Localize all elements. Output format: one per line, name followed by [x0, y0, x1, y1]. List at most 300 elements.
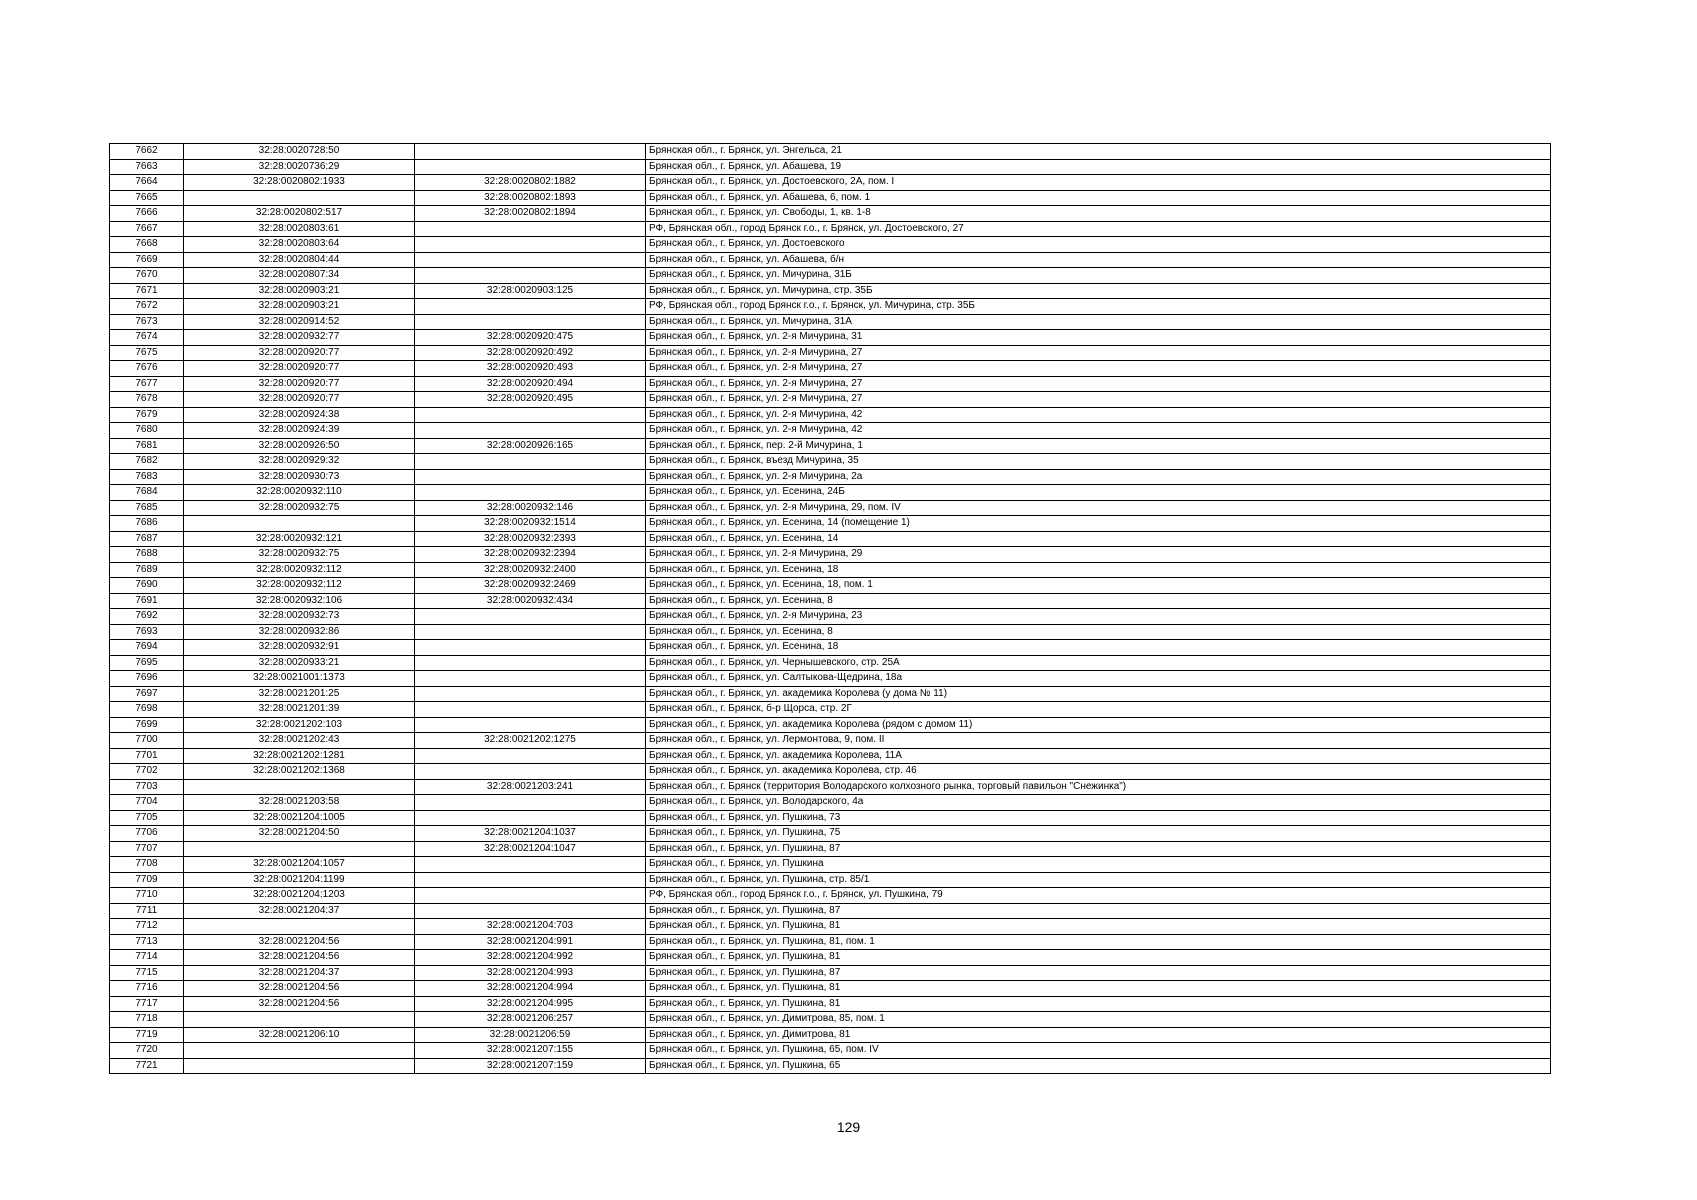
- object-cadastral-number-cell: [415, 872, 646, 888]
- row-number-cell: 7664: [110, 175, 184, 191]
- object-cadastral-number-cell: 32:28:0021204:992: [415, 950, 646, 966]
- row-number-cell: 7715: [110, 965, 184, 981]
- table-row: [110, 407, 1551, 423]
- row-number-cell: 7689: [110, 562, 184, 578]
- land-cadastral-number-cell: [184, 919, 415, 935]
- table-row: [110, 764, 1551, 780]
- address-cell: Брянская обл., г. Брянск, ул. Достоевского, 2А, пом. I: [646, 175, 1551, 191]
- table-row: [110, 175, 1551, 191]
- address-cell: Брянская обл., г. Брянск, ул. Пушкина, 87: [646, 903, 1551, 919]
- row-number-cell: 7673: [110, 314, 184, 330]
- table-row: [110, 516, 1551, 532]
- land-cadastral-number-cell: 32:28:0021202:43: [184, 733, 415, 749]
- table-row: [110, 190, 1551, 206]
- row-number-cell: 7690: [110, 578, 184, 594]
- table-row: [110, 268, 1551, 284]
- object-cadastral-number-cell: 32:28:0021204:993: [415, 965, 646, 981]
- address-cell: Брянская обл., г. Брянск, ул. 2-я Мичурина, 31: [646, 330, 1551, 346]
- table-row: [110, 392, 1551, 408]
- address-cell: Брянская обл., г. Брянск, ул. Мичурина, 31Б: [646, 268, 1551, 284]
- object-cadastral-number-cell: 32:28:0021204:1037: [415, 826, 646, 842]
- row-number-cell: 7701: [110, 748, 184, 764]
- table-row: [110, 702, 1551, 718]
- table-row: [110, 1058, 1551, 1074]
- land-cadastral-number-cell: [184, 516, 415, 532]
- land-cadastral-number-cell: 32:28:0021204:56: [184, 981, 415, 997]
- row-number-cell: 7678: [110, 392, 184, 408]
- land-cadastral-number-cell: 32:28:0020920:77: [184, 376, 415, 392]
- object-cadastral-number-cell: 32:28:0020932:434: [415, 593, 646, 609]
- address-cell: Брянская обл., г. Брянск, ул. Пушкина: [646, 857, 1551, 873]
- object-cadastral-number-cell: [415, 144, 646, 160]
- land-cadastral-number-cell: 32:28:0020932:75: [184, 547, 415, 563]
- row-number-cell: 7671: [110, 283, 184, 299]
- row-number-cell: 7694: [110, 640, 184, 656]
- table-row: [110, 144, 1551, 160]
- object-cadastral-number-cell: [415, 407, 646, 423]
- object-cadastral-number-cell: [415, 671, 646, 687]
- table-row: [110, 547, 1551, 563]
- address-cell: Брянская обл., г. Брянск, ул. Есенина, 14 (помещение 1): [646, 516, 1551, 532]
- land-cadastral-number-cell: [184, 1058, 415, 1074]
- address-cell: Брянская обл., г. Брянск, ул. Пушкина, 87: [646, 841, 1551, 857]
- object-cadastral-number-cell: 32:28:0021204:995: [415, 996, 646, 1012]
- object-cadastral-number-cell: [415, 903, 646, 919]
- row-number-cell: 7695: [110, 655, 184, 671]
- address-cell: Брянская обл., г. Брянск, ул. Пушкина, 65: [646, 1058, 1551, 1074]
- object-cadastral-number-cell: [415, 469, 646, 485]
- table-row: [110, 531, 1551, 547]
- object-cadastral-number-cell: [415, 624, 646, 640]
- address-cell: РФ, Брянская обл., город Брянск г.о., г. Брянск, ул. Пушкина, 79: [646, 888, 1551, 904]
- table-row: [110, 221, 1551, 237]
- address-cell: Брянская обл., г. Брянск, ул. Абашева, 6, пом. 1: [646, 190, 1551, 206]
- row-number-cell: 7702: [110, 764, 184, 780]
- land-cadastral-number-cell: 32:28:0021204:1203: [184, 888, 415, 904]
- row-number-cell: 7676: [110, 361, 184, 377]
- address-cell: Брянская обл., г. Брянск, ул. Пушкина, 75: [646, 826, 1551, 842]
- table-row: [110, 981, 1551, 997]
- land-cadastral-number-cell: 32:28:0021204:56: [184, 950, 415, 966]
- row-number-cell: 7688: [110, 547, 184, 563]
- object-cadastral-number-cell: [415, 702, 646, 718]
- row-number-cell: 7720: [110, 1043, 184, 1059]
- table-row: [110, 423, 1551, 439]
- table-row: [110, 795, 1551, 811]
- object-cadastral-number-cell: [415, 686, 646, 702]
- address-cell: Брянская обл., г. Брянск, ул. Мичурина, стр. 35Б: [646, 283, 1551, 299]
- address-cell: Брянская обл., г. Брянск, ул. 2-я Мичурина, 23: [646, 609, 1551, 625]
- object-cadastral-number-cell: 32:28:0020932:1514: [415, 516, 646, 532]
- land-cadastral-number-cell: 32:28:0021202:103: [184, 717, 415, 733]
- table-row: [110, 841, 1551, 857]
- address-cell: Брянская обл., г. Брянск, ул. Абашева, 19: [646, 159, 1551, 175]
- land-cadastral-number-cell: 32:28:0021201:25: [184, 686, 415, 702]
- land-cadastral-number-cell: 32:28:0020932:86: [184, 624, 415, 640]
- object-cadastral-number-cell: 32:28:0020802:1894: [415, 206, 646, 222]
- address-cell: Брянская обл., г. Брянск, ул. Достоевского: [646, 237, 1551, 253]
- object-cadastral-number-cell: 32:28:0021206:59: [415, 1027, 646, 1043]
- object-cadastral-number-cell: 32:28:0020920:492: [415, 345, 646, 361]
- object-cadastral-number-cell: [415, 237, 646, 253]
- table-row: [110, 934, 1551, 950]
- object-cadastral-number-cell: [415, 299, 646, 315]
- land-cadastral-number-cell: [184, 190, 415, 206]
- table-row: [110, 500, 1551, 516]
- table-row: [110, 237, 1551, 253]
- address-cell: Брянская обл., г. Брянск, ул. 2-я Мичурина, 2а: [646, 469, 1551, 485]
- table-row: [110, 965, 1551, 981]
- row-number-cell: 7700: [110, 733, 184, 749]
- address-cell: РФ, Брянская обл., город Брянск г.о., г. Брянск, ул. Мичурина, стр. 35Б: [646, 299, 1551, 315]
- object-cadastral-number-cell: [415, 159, 646, 175]
- object-cadastral-number-cell: [415, 268, 646, 284]
- row-number-cell: 7691: [110, 593, 184, 609]
- land-cadastral-number-cell: 32:28:0021206:10: [184, 1027, 415, 1043]
- table-row: [110, 1043, 1551, 1059]
- row-number-cell: 7712: [110, 919, 184, 935]
- address-cell: Брянская обл., г. Брянск, ул. Есенина, 24Б: [646, 485, 1551, 501]
- row-number-cell: 7711: [110, 903, 184, 919]
- object-cadastral-number-cell: [415, 795, 646, 811]
- table-row: [110, 624, 1551, 640]
- land-cadastral-number-cell: [184, 779, 415, 795]
- row-number-cell: 7707: [110, 841, 184, 857]
- registry-table-body: [110, 144, 1551, 1074]
- land-cadastral-number-cell: 32:28:0021001:1373: [184, 671, 415, 687]
- table-row: [110, 299, 1551, 315]
- address-cell: Брянская обл., г. Брянск, ул. 2-я Мичурина, 29, пом. IV: [646, 500, 1551, 516]
- table-row: [110, 857, 1551, 873]
- table-row: [110, 733, 1551, 749]
- land-cadastral-number-cell: 32:28:0020933:21: [184, 655, 415, 671]
- address-cell: Брянская обл., г. Брянск, ул. 2-я Мичурина, 42: [646, 423, 1551, 439]
- object-cadastral-number-cell: 32:28:0021204:991: [415, 934, 646, 950]
- table-row: [110, 748, 1551, 764]
- table-row: [110, 655, 1551, 671]
- address-cell: Брянская обл., г. Брянск, ул. академика Королева, 11А: [646, 748, 1551, 764]
- row-number-cell: 7674: [110, 330, 184, 346]
- address-cell: Брянская обл., г. Брянск, б-р Щорса, стр. 2Г: [646, 702, 1551, 718]
- row-number-cell: 7665: [110, 190, 184, 206]
- address-cell: Брянская обл., г. Брянск, ул. 2-я Мичурина, 42: [646, 407, 1551, 423]
- row-number-cell: 7719: [110, 1027, 184, 1043]
- land-cadastral-number-cell: 32:28:0021203:58: [184, 795, 415, 811]
- address-cell: Брянская обл., г. Брянск, ул. 2-я Мичурина, 27: [646, 392, 1551, 408]
- object-cadastral-number-cell: 32:28:0021204:994: [415, 981, 646, 997]
- row-number-cell: 7684: [110, 485, 184, 501]
- table-row: [110, 454, 1551, 470]
- row-number-cell: 7667: [110, 221, 184, 237]
- address-cell: Брянская обл., г. Брянск, ул. Есенина, 18, пом. 1: [646, 578, 1551, 594]
- row-number-cell: 7703: [110, 779, 184, 795]
- address-cell: Брянская обл., г. Брянск, ул. Есенина, 18: [646, 640, 1551, 656]
- land-cadastral-number-cell: 32:28:0020802:1933: [184, 175, 415, 191]
- land-cadastral-number-cell: 32:28:0021204:1199: [184, 872, 415, 888]
- land-cadastral-number-cell: 32:28:0020932:112: [184, 578, 415, 594]
- address-cell: Брянская обл., г. Брянск, ул. академика Королева (у дома № 11): [646, 686, 1551, 702]
- land-cadastral-number-cell: 32:28:0021204:56: [184, 934, 415, 950]
- table-row: [110, 640, 1551, 656]
- object-cadastral-number-cell: 32:28:0021204:703: [415, 919, 646, 935]
- page-number: 129: [836, 1119, 861, 1135]
- table-row: [110, 578, 1551, 594]
- object-cadastral-number-cell: 32:28:0020932:2393: [415, 531, 646, 547]
- table-row: [110, 996, 1551, 1012]
- land-cadastral-number-cell: 32:28:0020932:73: [184, 609, 415, 625]
- address-cell: Брянская обл., г. Брянск, ул. Абашева, б/н: [646, 252, 1551, 268]
- row-number-cell: 7696: [110, 671, 184, 687]
- table-row: [110, 562, 1551, 578]
- object-cadastral-number-cell: [415, 655, 646, 671]
- address-cell: Брянская обл., г. Брянск, ул. Есенина, 18: [646, 562, 1551, 578]
- object-cadastral-number-cell: 32:28:0020920:493: [415, 361, 646, 377]
- row-number-cell: 7681: [110, 438, 184, 454]
- land-cadastral-number-cell: 32:28:0020932:77: [184, 330, 415, 346]
- address-cell: Брянская обл., г. Брянск, ул. Есенина, 8: [646, 593, 1551, 609]
- row-number-cell: 7718: [110, 1012, 184, 1028]
- row-number-cell: 7683: [110, 469, 184, 485]
- address-cell: Брянская обл., г. Брянск, ул. Пушкина, стр. 85/1: [646, 872, 1551, 888]
- object-cadastral-number-cell: 32:28:0020932:2400: [415, 562, 646, 578]
- table-row: [110, 950, 1551, 966]
- row-number-cell: 7668: [110, 237, 184, 253]
- object-cadastral-number-cell: 32:28:0020932:2469: [415, 578, 646, 594]
- address-cell: Брянская обл., г. Брянск, ул. Есенина, 8: [646, 624, 1551, 640]
- row-number-cell: 7710: [110, 888, 184, 904]
- object-cadastral-number-cell: 32:28:0020802:1882: [415, 175, 646, 191]
- address-cell: Брянская обл., г. Брянск, ул. Пушкина, 73: [646, 810, 1551, 826]
- row-number-cell: 7672: [110, 299, 184, 315]
- address-cell: Брянская обл., г. Брянск, ул. Чернышевского, стр. 25А: [646, 655, 1551, 671]
- table-row: [110, 888, 1551, 904]
- object-cadastral-number-cell: 32:28:0021206:257: [415, 1012, 646, 1028]
- address-cell: Брянская обл., г. Брянск, пер. 2-й Мичурина, 1: [646, 438, 1551, 454]
- registry-table: [109, 143, 1551, 1074]
- row-number-cell: 7670: [110, 268, 184, 284]
- address-cell: Брянская обл., г. Брянск, ул. Есенина, 14: [646, 531, 1551, 547]
- object-cadastral-number-cell: 32:28:0020802:1893: [415, 190, 646, 206]
- address-cell: Брянская обл., г. Брянск, ул. академика Королева, стр. 46: [646, 764, 1551, 780]
- land-cadastral-number-cell: 32:28:0020932:112: [184, 562, 415, 578]
- row-number-cell: 7705: [110, 810, 184, 826]
- land-cadastral-number-cell: 32:28:0020920:77: [184, 361, 415, 377]
- object-cadastral-number-cell: 32:28:0020932:2394: [415, 547, 646, 563]
- address-cell: Брянская обл., г. Брянск, ул. Димитрова, 81: [646, 1027, 1551, 1043]
- row-number-cell: 7666: [110, 206, 184, 222]
- row-number-cell: 7680: [110, 423, 184, 439]
- table-row: [110, 1027, 1551, 1043]
- table-row: [110, 252, 1551, 268]
- land-cadastral-number-cell: 32:28:0021204:50: [184, 826, 415, 842]
- address-cell: Брянская обл., г. Брянск, ул. Димитрова, 85, пом. 1: [646, 1012, 1551, 1028]
- row-number-cell: 7677: [110, 376, 184, 392]
- row-number-cell: 7682: [110, 454, 184, 470]
- object-cadastral-number-cell: [415, 314, 646, 330]
- address-cell: Брянская обл., г. Брянск, ул. Мичурина, 31А: [646, 314, 1551, 330]
- table-row: [110, 593, 1551, 609]
- object-cadastral-number-cell: 32:28:0020903:125: [415, 283, 646, 299]
- row-number-cell: 7686: [110, 516, 184, 532]
- object-cadastral-number-cell: [415, 888, 646, 904]
- object-cadastral-number-cell: 32:28:0021207:159: [415, 1058, 646, 1074]
- row-number-cell: 7693: [110, 624, 184, 640]
- land-cadastral-number-cell: 32:28:0020924:39: [184, 423, 415, 439]
- address-cell: Брянская обл., г. Брянск, ул. Пушкина, 81: [646, 996, 1551, 1012]
- table-row: [110, 206, 1551, 222]
- table-row: [110, 345, 1551, 361]
- object-cadastral-number-cell: 32:28:0021202:1275: [415, 733, 646, 749]
- address-cell: Брянская обл., г. Брянск, ул. Володарского, 4а: [646, 795, 1551, 811]
- table-row: [110, 872, 1551, 888]
- land-cadastral-number-cell: 32:28:0020802:517: [184, 206, 415, 222]
- address-cell: Брянская обл., г. Брянск, ул. академика Королева (рядом с домом 11): [646, 717, 1551, 733]
- object-cadastral-number-cell: 32:28:0020920:495: [415, 392, 646, 408]
- object-cadastral-number-cell: [415, 609, 646, 625]
- table-row: [110, 376, 1551, 392]
- land-cadastral-number-cell: 32:28:0020803:61: [184, 221, 415, 237]
- address-cell: Брянская обл., г. Брянск, ул. Салтыкова-Щедрина, 18а: [646, 671, 1551, 687]
- land-cadastral-number-cell: [184, 841, 415, 857]
- address-cell: Брянская обл., г. Брянск, въезд Мичурина, 35: [646, 454, 1551, 470]
- table-row: [110, 609, 1551, 625]
- row-number-cell: 7713: [110, 934, 184, 950]
- land-cadastral-number-cell: 32:28:0020914:52: [184, 314, 415, 330]
- row-number-cell: 7675: [110, 345, 184, 361]
- address-cell: Брянская обл., г. Брянск, ул. Лермонтова, 9, пом. II: [646, 733, 1551, 749]
- table-row: [110, 717, 1551, 733]
- land-cadastral-number-cell: 32:28:0021204:1057: [184, 857, 415, 873]
- table-row: [110, 903, 1551, 919]
- object-cadastral-number-cell: [415, 252, 646, 268]
- address-cell: Брянская обл., г. Брянск, ул. Энгельса, 21: [646, 144, 1551, 160]
- land-cadastral-number-cell: 32:28:0020929:32: [184, 454, 415, 470]
- object-cadastral-number-cell: 32:28:0021203:241: [415, 779, 646, 795]
- land-cadastral-number-cell: 32:28:0020920:77: [184, 345, 415, 361]
- object-cadastral-number-cell: [415, 764, 646, 780]
- land-cadastral-number-cell: 32:28:0021202:1281: [184, 748, 415, 764]
- land-cadastral-number-cell: 32:28:0020924:38: [184, 407, 415, 423]
- row-number-cell: 7679: [110, 407, 184, 423]
- address-cell: Брянская обл., г. Брянск (территория Володарского колхозного рынка, торговый павильон "Снежинка"): [646, 779, 1551, 795]
- address-cell: РФ, Брянская обл., город Брянск г.о., г. Брянск, ул. Достоевского, 27: [646, 221, 1551, 237]
- table-row: [110, 469, 1551, 485]
- table-row: [110, 314, 1551, 330]
- address-cell: Брянская обл., г. Брянск, ул. Пушкина, 65, пом. IV: [646, 1043, 1551, 1059]
- address-cell: Брянская обл., г. Брянск, ул. Свободы, 1, кв. 1-8: [646, 206, 1551, 222]
- row-number-cell: 7697: [110, 686, 184, 702]
- row-number-cell: 7708: [110, 857, 184, 873]
- row-number-cell: 7717: [110, 996, 184, 1012]
- table-row: [110, 826, 1551, 842]
- object-cadastral-number-cell: 32:28:0021207:155: [415, 1043, 646, 1059]
- object-cadastral-number-cell: 32:28:0021204:1047: [415, 841, 646, 857]
- land-cadastral-number-cell: 32:28:0020728:50: [184, 144, 415, 160]
- land-cadastral-number-cell: 32:28:0020804:44: [184, 252, 415, 268]
- table-row: [110, 779, 1551, 795]
- table-row: [110, 810, 1551, 826]
- address-cell: Брянская обл., г. Брянск, ул. Пушкина, 81: [646, 919, 1551, 935]
- table-row: [110, 686, 1551, 702]
- row-number-cell: 7716: [110, 981, 184, 997]
- land-cadastral-number-cell: 32:28:0020803:64: [184, 237, 415, 253]
- address-cell: Брянская обл., г. Брянск, ул. Пушкина, 81: [646, 981, 1551, 997]
- land-cadastral-number-cell: 32:28:0020903:21: [184, 299, 415, 315]
- table-row: [110, 919, 1551, 935]
- table-row: [110, 1012, 1551, 1028]
- land-cadastral-number-cell: 32:28:0021204:56: [184, 996, 415, 1012]
- object-cadastral-number-cell: [415, 454, 646, 470]
- address-cell: Брянская обл., г. Брянск, ул. Пушкина, 87: [646, 965, 1551, 981]
- object-cadastral-number-cell: [415, 717, 646, 733]
- row-number-cell: 7669: [110, 252, 184, 268]
- row-number-cell: 7662: [110, 144, 184, 160]
- row-number-cell: 7698: [110, 702, 184, 718]
- table-row: [110, 330, 1551, 346]
- row-number-cell: 7692: [110, 609, 184, 625]
- land-cadastral-number-cell: 32:28:0020920:77: [184, 392, 415, 408]
- land-cadastral-number-cell: 32:28:0020932:106: [184, 593, 415, 609]
- land-cadastral-number-cell: 32:28:0020926:50: [184, 438, 415, 454]
- object-cadastral-number-cell: [415, 423, 646, 439]
- object-cadastral-number-cell: [415, 857, 646, 873]
- address-cell: Брянская обл., г. Брянск, ул. Пушкина, 81, пом. 1: [646, 934, 1551, 950]
- land-cadastral-number-cell: [184, 1012, 415, 1028]
- row-number-cell: 7663: [110, 159, 184, 175]
- land-cadastral-number-cell: 32:28:0020932:121: [184, 531, 415, 547]
- address-cell: Брянская обл., г. Брянск, ул. 2-я Мичурина, 29: [646, 547, 1551, 563]
- table-row: [110, 159, 1551, 175]
- row-number-cell: 7706: [110, 826, 184, 842]
- object-cadastral-number-cell: [415, 748, 646, 764]
- address-cell: Брянская обл., г. Брянск, ул. Пушкина, 81: [646, 950, 1551, 966]
- row-number-cell: 7721: [110, 1058, 184, 1074]
- land-cadastral-number-cell: 32:28:0021204:37: [184, 965, 415, 981]
- table-row: [110, 671, 1551, 687]
- object-cadastral-number-cell: [415, 640, 646, 656]
- object-cadastral-number-cell: 32:28:0020920:494: [415, 376, 646, 392]
- object-cadastral-number-cell: [415, 810, 646, 826]
- land-cadastral-number-cell: 32:28:0021202:1368: [184, 764, 415, 780]
- land-cadastral-number-cell: 32:28:0021204:37: [184, 903, 415, 919]
- object-cadastral-number-cell: 32:28:0020920:475: [415, 330, 646, 346]
- row-number-cell: 7699: [110, 717, 184, 733]
- address-cell: Брянская обл., г. Брянск, ул. 2-я Мичурина, 27: [646, 361, 1551, 377]
- object-cadastral-number-cell: [415, 485, 646, 501]
- land-cadastral-number-cell: 32:28:0020932:110: [184, 485, 415, 501]
- address-cell: Брянская обл., г. Брянск, ул. 2-я Мичурина, 27: [646, 376, 1551, 392]
- row-number-cell: 7685: [110, 500, 184, 516]
- table-row: [110, 283, 1551, 299]
- row-number-cell: 7709: [110, 872, 184, 888]
- land-cadastral-number-cell: 32:28:0020932:75: [184, 500, 415, 516]
- row-number-cell: 7704: [110, 795, 184, 811]
- row-number-cell: 7687: [110, 531, 184, 547]
- table-row: [110, 485, 1551, 501]
- land-cadastral-number-cell: 32:28:0020736:29: [184, 159, 415, 175]
- land-cadastral-number-cell: 32:28:0020932:91: [184, 640, 415, 656]
- row-number-cell: 7714: [110, 950, 184, 966]
- land-cadastral-number-cell: 32:28:0020903:21: [184, 283, 415, 299]
- land-cadastral-number-cell: [184, 1043, 415, 1059]
- land-cadastral-number-cell: 32:28:0021201:39: [184, 702, 415, 718]
- land-cadastral-number-cell: 32:28:0021204:1005: [184, 810, 415, 826]
- address-cell: Брянская обл., г. Брянск, ул. 2-я Мичурина, 27: [646, 345, 1551, 361]
- object-cadastral-number-cell: 32:28:0020932:146: [415, 500, 646, 516]
- land-cadastral-number-cell: 32:28:0020807:34: [184, 268, 415, 284]
- object-cadastral-number-cell: 32:28:0020926:165: [415, 438, 646, 454]
- land-cadastral-number-cell: 32:28:0020930:73: [184, 469, 415, 485]
